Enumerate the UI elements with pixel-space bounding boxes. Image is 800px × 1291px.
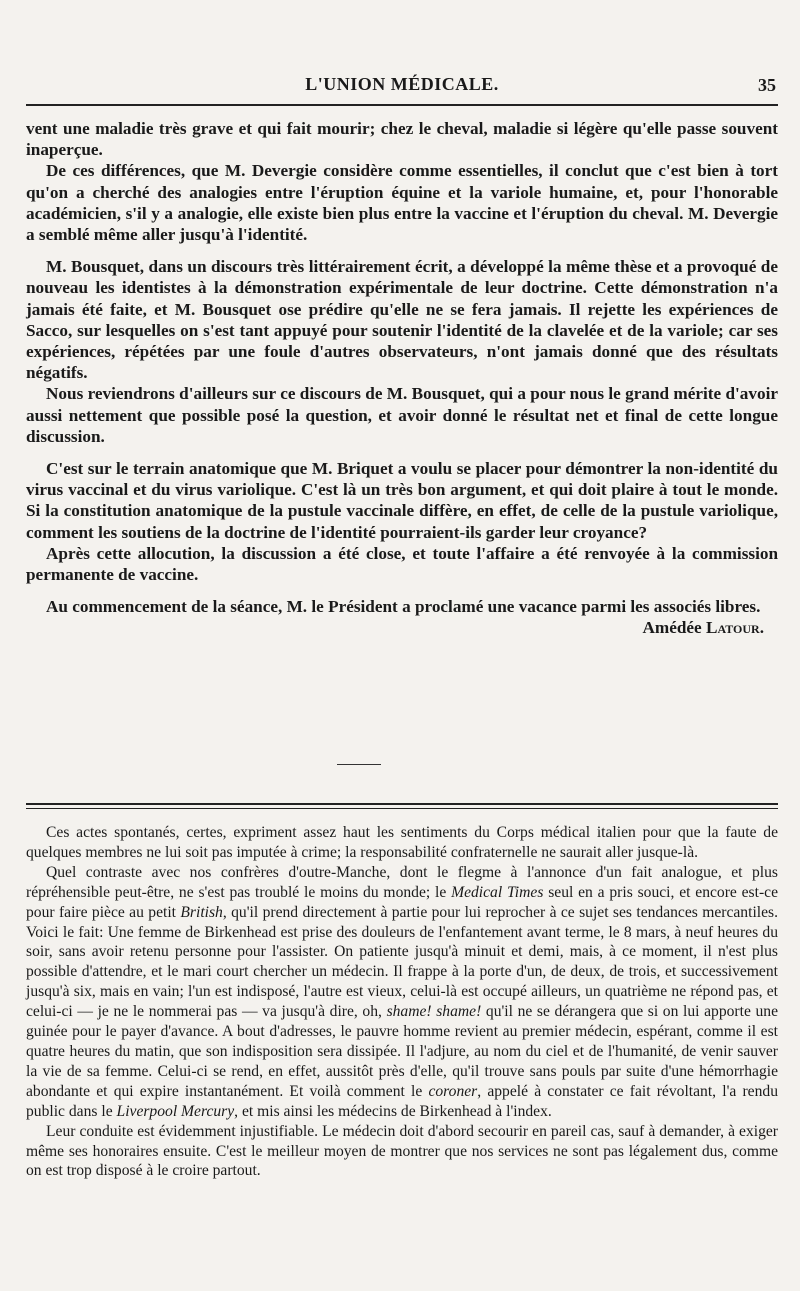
feuilleton-separator [26, 803, 778, 809]
emphasis: shame! shame! [386, 1003, 482, 1021]
text-run: seul en a pris souci, et encore est-ce pour faire pièce au petit [26, 883, 778, 921]
paragraph: Au commencement de la séance, M. le Président a proclamé une vacance parmi les associés libres. [46, 597, 761, 617]
paragraph: Nous reviendrons d'ailleurs sur ce discours de M. Bousquet, qui a pour nous le grand mérite d'avoir aussi nettement que possible posé la question, et avoir donné le résultat net et final de cette longue discussion. [26, 384, 778, 446]
text-run: , qu'il prend directement à partie pour lui reprocher à ce sujet ses tendances mercantiles. Voici le fait: Une femme de Birkenhead est prise des douleurs de l'enfantement avant terme, le 8 mars, à neuf heures du soir, sans avoir retenu personne pour l'assister. On patiente jusqu'à minuit et demi, mais, à ce moment, il n'est plus possible d'attendre, et le mari court chercher un médecin. Il frappe à la porte d'un, de deux, de trois, et successivement jusqu'à six, mais en vain; l'un est indisposé, l'autre est vieux, celui-là est occupé ailleurs, un quatrième ne répond pas, et celui-ci — je ne le nommerai pas — va jusqu'à dire, oh, [26, 903, 778, 1021]
feuilleton-paragraph: Ces actes spontanés, certes, expriment assez haut les sentiments du Corps médical italien pour que la faute de quelques membres ne lui soit pas imputée à crime; la responsabilité confraternelle ne saurait aller jusque-là. [26, 824, 778, 861]
main-article [26, 118, 778, 639]
text-run: Quel contraste avec nos confrères d'outre-Manche, dont le flegme à l'annonce d'un fait analogue, et plus répréhensible peut-être, ne s'est pas troublé le moins du monde; le [26, 863, 778, 901]
text-run: , et mis ainsi les médecins de Birkenhead à l'index. [234, 1102, 552, 1120]
publication-name: British [180, 903, 223, 921]
author-signature [26, 617, 778, 638]
publication-name: Medical Times [451, 883, 544, 901]
journal-title: L'UNION MÉDICALE. [305, 74, 499, 94]
feuilleton-paragraph [26, 863, 778, 1122]
author-last-name: Latour. [706, 618, 764, 638]
paragraph: De ces différences, que M. Devergie considère comme essentielles, il conclut que c'est bien à tort qu'on a cherché des analogies entre l'éruption équine et la variole humaine, et, pour l'honorable académicien, s'il y a analogie, elle existe bien plus entre la vaccine et l'éruption du cheval. M. Devergie a semblé même aller jusqu'à l'identité. [26, 161, 778, 245]
author-first-name: Amédée [642, 618, 702, 638]
emphasis: coroner [428, 1082, 478, 1100]
newspaper-page [26, 0, 778, 1291]
header-rule [26, 104, 778, 106]
text-run: qu'il ne se dérangera que si on lui apporte une guinée pour le payer d'avance. A bout d'adresses, le pauvre homme revient au premier médecin, espérant, comme il est quatre heures du matin, que son indisposition sera dissipée. Il l'adjure, au nom du ciel et de l'humanité, de venir sauver la vie de sa femme. Celui-ci se rend, en effet, aussitôt près d'elle, qu'il trouve sans pouls par suite d'une hémorrhagie abondante et qui expire instantanément. Et voilà comment le [26, 1003, 779, 1100]
page-header [26, 74, 778, 100]
paragraph: M. Bousquet, dans un discours très littérairement écrit, a développé la même thèse et a provoqué de nouveau les identistes à la démonstration expérimentale de leur doctrine. Cette démonstration n'a jamais été faite, et M. Bousquet ose prédire qu'elle ne se fera jamais. Il rejette les expériences de Sacco, sur lesquelles on s'est tant appuyé pour soutenir l'identité de la clavelée et de la variole; car ses expériences, répétées par une foule d'autres observateurs, n'ont jamais donné que des résultats négatifs. [26, 257, 778, 383]
article-end-rule [337, 764, 381, 765]
paragraph: vent une maladie très grave et qui fait mourir; chez le cheval, maladie si légère qu'elle passe souvent inaperçue. [26, 119, 778, 160]
paragraph: Après cette allocution, la discussion a été close, et toute l'affaire a été renvoyée à la commission permanente de vaccine. [26, 543, 778, 585]
text-run: , appelé à constater ce fait révoltant, l'a rendu public dans le [26, 1082, 778, 1120]
feuilleton-paragraph: Leur conduite est évidemment injustifiable. Le médecin doit d'abord secourir en pareil cas, sauf à demander, à exiger même ses honoraires ensuite. C'est le meilleur moyen de montrer que nos services ne sont pas légalement dus, comme on est trop disposé à le croire partout. [26, 1122, 778, 1180]
publication-name: Liverpool Mercury [116, 1102, 235, 1120]
page-number: 35 [758, 75, 776, 95]
paragraph: C'est sur le terrain anatomique que M. Briquet a voulu se placer pour démontrer la non-identité du virus vaccinal et du virus variolique. C'est là un très bon argument, et qui doit plaire à tout le monde. Si la constitution anatomique de la pustule vaccinale diffère, en effet, de celle de la pustule variolique, comment les soutiens de la doctrine de l'identité pourraient-ils garder leur croyance? [26, 459, 778, 542]
feuilleton-column [26, 823, 778, 1181]
